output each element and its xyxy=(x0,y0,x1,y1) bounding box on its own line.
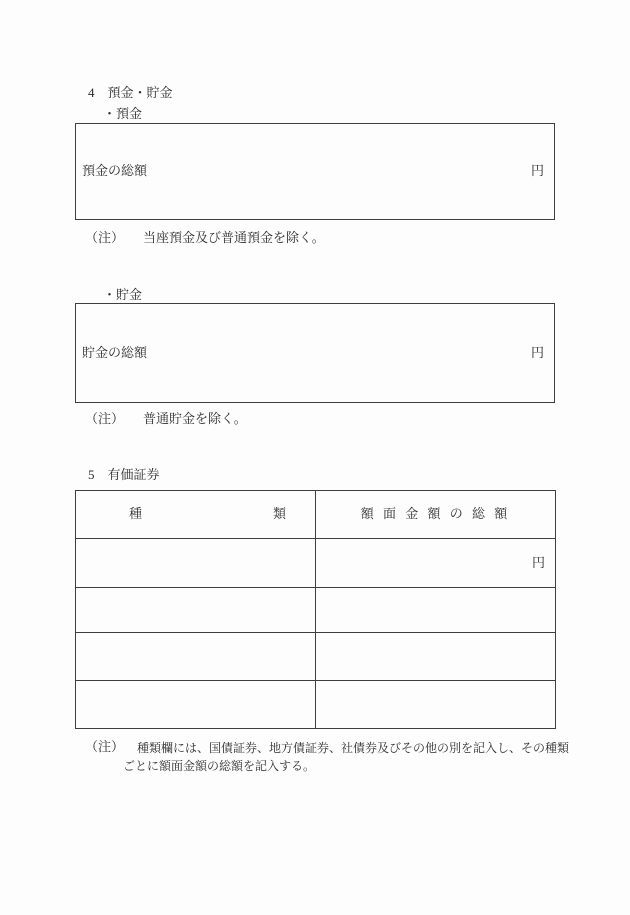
amount-cell xyxy=(316,633,556,681)
type-cell xyxy=(76,588,316,633)
type-header-char-right: 類 xyxy=(273,506,287,522)
amount-cell-yen-unit: 円 xyxy=(316,539,556,588)
securities-table-header-row xyxy=(76,491,556,539)
amount-cell xyxy=(316,588,556,633)
securities-note-line2: ごとに額面金額の総額を記入する。 xyxy=(123,759,316,773)
savings-yen-unit: 円 xyxy=(530,344,544,360)
table-row xyxy=(76,681,556,729)
savings-bullet-label: ・貯金 xyxy=(103,287,143,302)
deposit-total-label: 預金の総額 xyxy=(82,163,148,179)
savings-total-box xyxy=(75,303,555,403)
table-row xyxy=(76,588,556,633)
securities-note-prefix: （注） xyxy=(85,739,125,754)
deposit-bullet-label: ・預金 xyxy=(103,106,143,121)
type-cell xyxy=(76,539,316,588)
deposit-note-prefix: （注） xyxy=(85,230,125,245)
securities-note-line1: 種類欄には、国債証券、地方債証券、社債券及びその他の別を記入し、その種類 xyxy=(137,741,570,755)
table-row xyxy=(76,633,556,681)
type-cell xyxy=(76,681,316,729)
securities-note-body xyxy=(123,739,570,775)
deposit-total-box xyxy=(75,123,555,220)
deposit-note xyxy=(85,230,325,246)
section-4-heading: 4 預金・貯金 xyxy=(88,85,173,100)
type-cell xyxy=(76,633,316,681)
savings-note-text: 普通貯金を除く。 xyxy=(143,411,247,426)
table-row xyxy=(76,539,556,588)
amount-column-header: 額 面 金 額 の 総 額 xyxy=(316,491,556,539)
section-5-heading: 5 有価証券 xyxy=(88,467,160,482)
type-header-char-left: 種 xyxy=(128,506,142,522)
type-column-header xyxy=(76,491,316,539)
amount-cell xyxy=(316,681,556,729)
savings-note-prefix: （注） xyxy=(85,411,125,426)
deposit-note-text: 当座預金及び普通預金を除く。 xyxy=(143,230,325,245)
savings-total-label: 貯金の総額 xyxy=(82,344,148,360)
securities-note xyxy=(85,739,569,775)
savings-note xyxy=(85,411,247,427)
deposit-yen-unit: 円 xyxy=(530,163,544,179)
securities-table xyxy=(75,490,556,729)
